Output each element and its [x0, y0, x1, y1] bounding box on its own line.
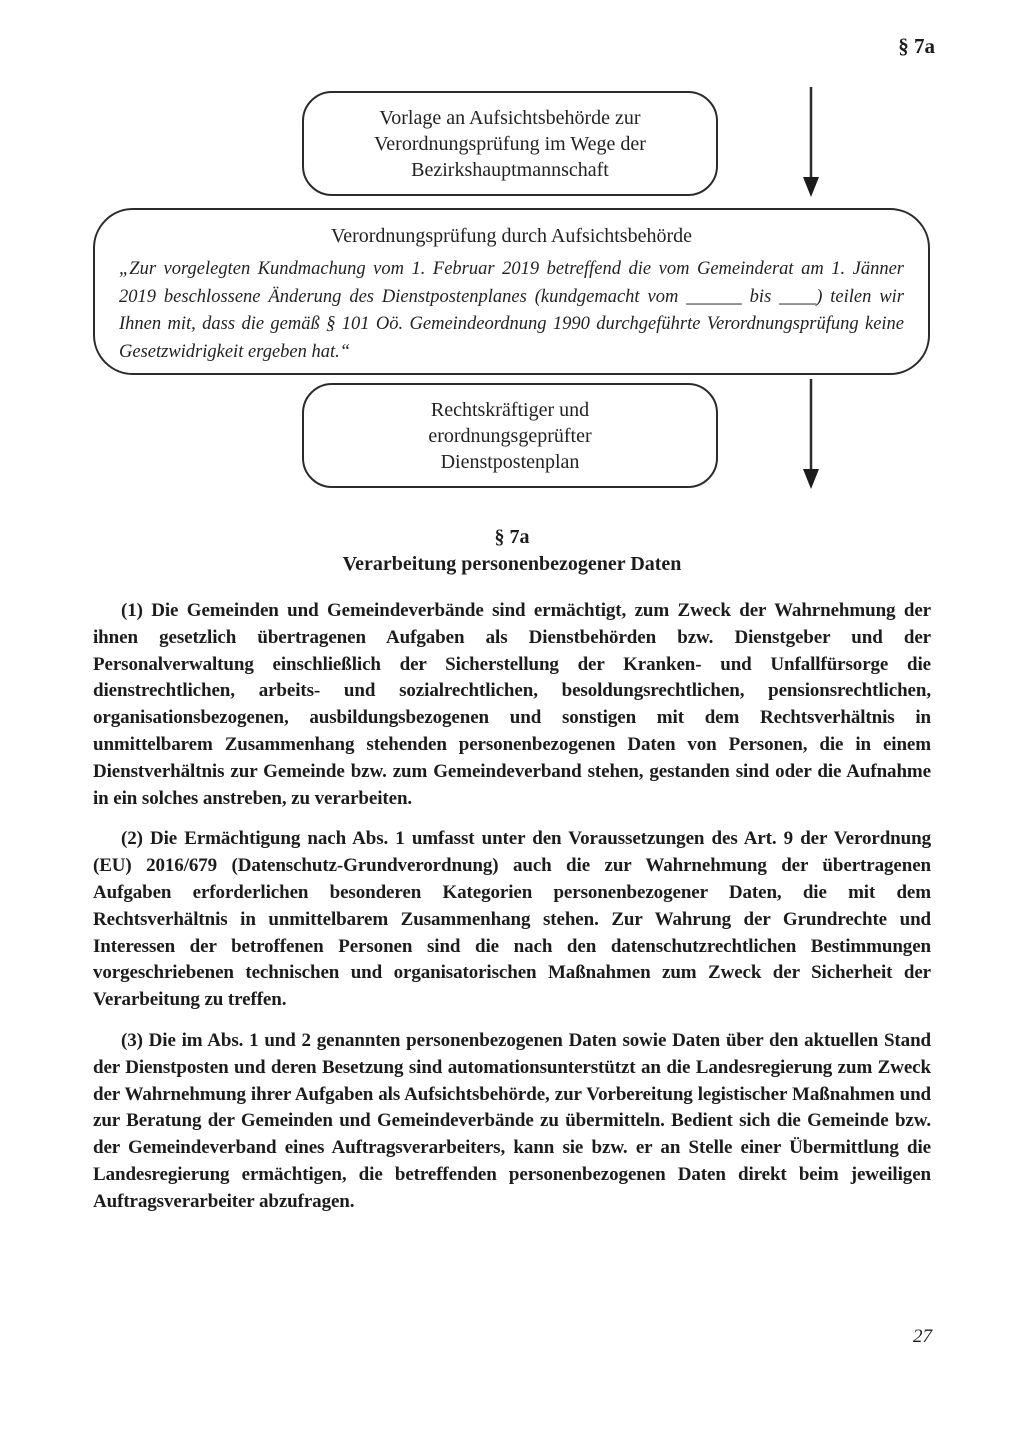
section-title: Verarbeitung personenbezogener Daten [342, 553, 682, 575]
flowchart-box-dienstpostenplan-line3: Dienstpostenplan [440, 450, 580, 473]
corner-section-label: § 7a [898, 34, 935, 58]
flowchart-box-vorlage-line2: Verordnungsprüfung im Wege der [374, 132, 646, 155]
down-arrow-icon [798, 377, 824, 489]
flowchart-box-vorlage-line1: Vorlage an Aufsichtsbehörde zur [379, 106, 641, 129]
down-arrow-icon [798, 85, 824, 197]
flowchart-box-pruefung-title: Verordnungsprüfung durch Aufsichtsbehörde [330, 225, 693, 247]
flowchart-box-pruefung [93, 208, 930, 375]
flowchart-box-vorlage [302, 91, 718, 196]
paragraph-abs-1: (1) Die Gemeinden und Gemeindeverbände sind ermächtigt, zum Zweck der Wahrnehmung der ihnen gesetzlich übertragenen Aufgaben als Dienstbehörden bzw. Dienstgeber und der Personalverwaltung einschließlich der Sicherstellung der Kranken- und Unfallfürsorge die dienstrechtlichen, arbeits- und sozialrechtlichen, besoldungsrechtlichen, pensionsrechtlichen, organisationsbezogenen, ausbildungsbezogenen und sonstigen mit dem Rechtsverhältnis in unmittelbarem Zusammenhang stehenden personenbezogenen Daten von Personen, die in einem Dienstverhältnis zur Gemeinde bzw. zum Gemeindeverband stehen, gestanden sind oder die Aufnahme in ein solches anstreben, zu verarbeiten. [93, 600, 931, 809]
flowchart-box-dienstpostenplan-line2: erordnungsgeprüfter [428, 424, 592, 447]
flowchart-box-vorlage-line3: Bezirkshauptmannschaft [411, 158, 609, 181]
paragraph-abs-3: (3) Die im Abs. 1 und 2 genannten personenbezogenen Daten sowie Daten über den aktuellen Stand der Dienstposten und deren Besetzung sind automationsunterstützt an die Landesregierung zum Zweck der Wahrnehmung ihrer Aufgaben als Aufsichtsbehörde, zur Vorbereitung legistischer Maßnahmen und zur Beratung der Gemeinden und Gemeindeverbände zu übermitteln. Bedient sich die Gemeinde bzw. der Gemeindeverband eines Auftragsverarbeiters, kann sie bzw. er an Stelle einer Übermittlung die Landesregierung ermächtigen, die betreffenden personenbezogenen Daten direkt beim jeweiligen Auftragsverarbeiter abzufragen. [93, 1029, 931, 1212]
page-number: 27 [913, 1326, 932, 1347]
section-body [93, 524, 931, 1230]
section-heading [93, 524, 931, 578]
flowchart-box-dienstpostenplan-line1: Rechtskräftiger und [430, 398, 590, 421]
flowchart-box-pruefung-quote: „Zur vorgelegten Kundmachung vom 1. Februar 2019 betreffend die vom Gemeinderat am 1. Jänner 2019 beschlossene Änderung des Dienstpostenplanes (kundgemacht vom ______ bis ____) teilen wir Ihnen mit, dass die gemäß § 101 Oö. Gemeindeordnung 1990 durchgeführte Verordnungsprüfung keine Gesetzwidrigkeit ergeben hat.“ [119, 259, 904, 362]
flowchart-box-dienstpostenplan [302, 383, 718, 488]
section-number: § 7a [494, 526, 530, 548]
paragraph-abs-2: (2) Die Ermächtigung nach Abs. 1 umfasst unter den Voraussetzungen des Art. 9 der Verordnung (EU) 2016/679 (Datenschutz-Grundverordnung) auch die zur Wahrnehmung der übertragenen Aufgaben erforderlichen besonderen Kategorien personenbezogener Daten, die mit dem Rechtsverhältnis in unmittelbarem Zusammenhang stehen. Zur Wahrung der Grundrechte und Interessen der betroffenen Personen sind die nach den datenschutzrechtlichen Bestimmungen vorgeschriebenen technischen und organisatorischen Maßnahmen zum Zweck der Sicherheit der Verarbeitung zu treffen. [93, 828, 931, 1011]
